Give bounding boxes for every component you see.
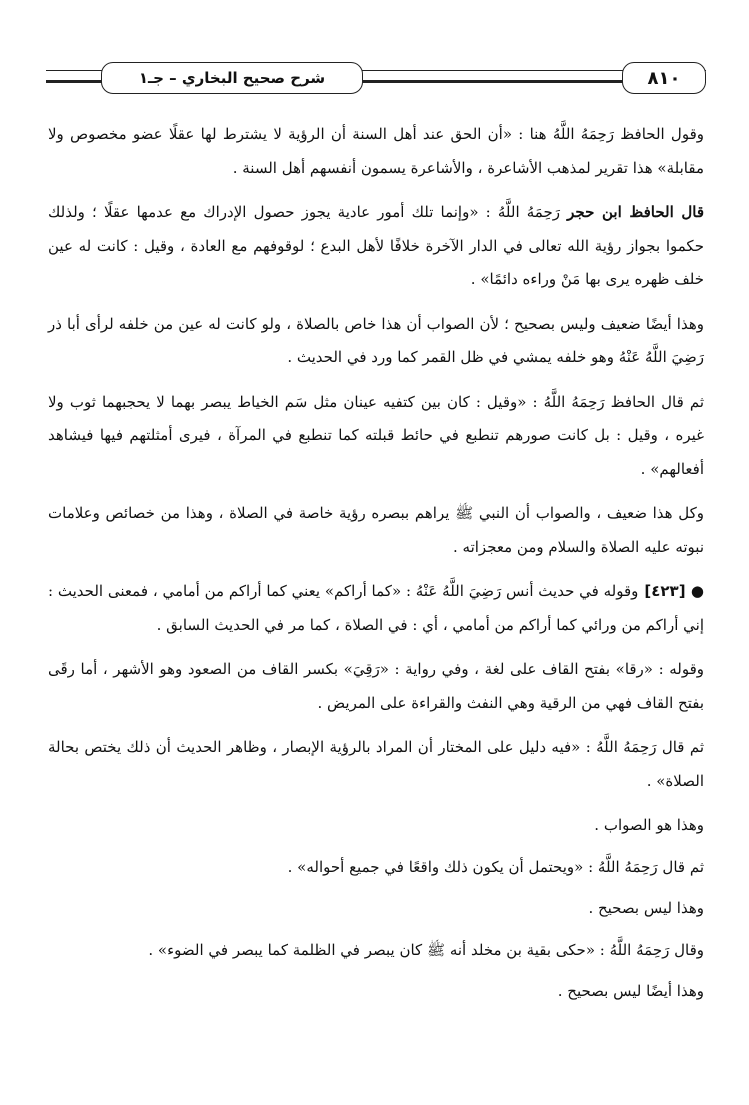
paragraph-prefix: ● [٤٢٣] — [644, 582, 704, 600]
paragraph-lead: قال الحافظ ابن حجر — [567, 203, 704, 221]
paragraph-text: وهذا أيضًا ليس بصحيح . — [557, 982, 704, 1000]
paragraph-text: ثم قال رَحِمَهُ اللَّهُ : «ويحتمل أن يكون ذلك واقعًا في جميع أحواله» . — [287, 857, 704, 876]
book-title: شرح صحيح البخاري – جـ١ — [101, 62, 363, 94]
page-number: ٨١٠ — [622, 62, 706, 94]
paragraph-text: وهذا هو الصواب . — [594, 816, 704, 834]
paragraph-text: وقوله في حديث أنس رَضِيَ اللَّهُ عَنْهُ : «كما أراكم» يعني كما أراكم من أمامي ، فمعنى الحديث : إني أراكم من ورائي كما أراكم من أمامي ، أي : في الصلاة ، كما مر في الحديث السابق . — [48, 582, 704, 634]
paragraph — [48, 118, 704, 185]
page-header — [46, 58, 706, 98]
page-body — [48, 118, 704, 1017]
paragraph-text: ثم قال الحافظ رَحِمَهُ اللَّهُ : «وقيل : كان بين كتفيه عينان مثل سَم الخياط يبصر بهما لا يحجبهما ثوب ولا غيره ، وقيل : بل كانت صورهم تنطبع في حائط قبلته كما تنطبع في المرآة ، فيرى أمثلتهم فيها فيشاهد أفعالهم» . — [48, 392, 704, 478]
paragraph-text: وقول الحافظ رَحِمَهُ اللَّهُ هنا : «أن الحق عند أهل السنة أن الرؤية لا يشترط لها عقلًا عضو مخصوص ولا مقابلة» هذا تقرير لمذهب الأشاعرة ، والأشاعرة يسمون أنفسهم أهل السنة . — [48, 125, 704, 177]
paragraph — [48, 892, 704, 926]
paragraph — [48, 975, 704, 1009]
paragraph — [48, 653, 704, 720]
paragraph — [48, 196, 704, 297]
paragraph-text: وهذا أيضًا ضعيف وليس بصحيح ؛ لأن الصواب أن هذا خاص بالصلاة ، ولو كانت له عين من خلفه لرأى أبا ذر رَضِيَ اللَّهُ عَنْهُ وهو خلفه يمشي في ظل القمر كما ورد في الحديث . — [48, 314, 704, 366]
paragraph — [48, 851, 704, 885]
paragraph — [48, 497, 704, 564]
paragraph — [48, 809, 704, 843]
paragraph — [48, 386, 704, 487]
paragraph-text: وهذا ليس بصحيح . — [588, 899, 704, 917]
paragraph-text: وقال رَحِمَهُ اللَّهُ : «حكى بقية بن مخلد أنه ﷺ كان يبصر في الظلمة كما يبصر في الضوء» . — [148, 940, 704, 959]
paragraph-text: وقوله : «رقا» بفتح القاف على لغة ، وفي رواية : «رَقِيَ» بكسر القاف من الصعود وهو الأشهر ، أما رقَى بفتح القاف فهي من الرقية وهي النفث والقراءة على المريض . — [48, 660, 704, 712]
paragraph-text: ثم قال رَحِمَهُ اللَّهُ : «فيه دليل على المختار أن المراد بالرؤية الإبصار ، وظاهر الحديث أن ذلك يختص بحالة الصلاة» . — [48, 738, 704, 790]
paragraph — [48, 575, 704, 642]
paragraph — [48, 934, 704, 968]
paragraph — [48, 731, 704, 798]
paragraph-text: رَحِمَهُ اللَّهُ : «وإنما تلك أمور عادية يجوز حصول الإدراك مع عدمها عقلًا ؛ ولذلك حكموا بجواز رؤية الله تعالى في الدار الآخرة خلافًا لأهل البدع ؛ لوقوفهم مع العادة ، وقيل : كانت له عين خلف ظهره يرى بها مَنْ وراءه دائمًا» . — [48, 203, 704, 288]
paragraph-text: وكل هذا ضعيف ، والصواب أن النبي ﷺ يراهم ببصره رؤية خاصة في الصلاة ، وهذا من خصائص وعلامات نبوته عليه الصلاة والسلام ومن معجزاته . — [48, 504, 704, 556]
paragraph — [48, 308, 704, 375]
